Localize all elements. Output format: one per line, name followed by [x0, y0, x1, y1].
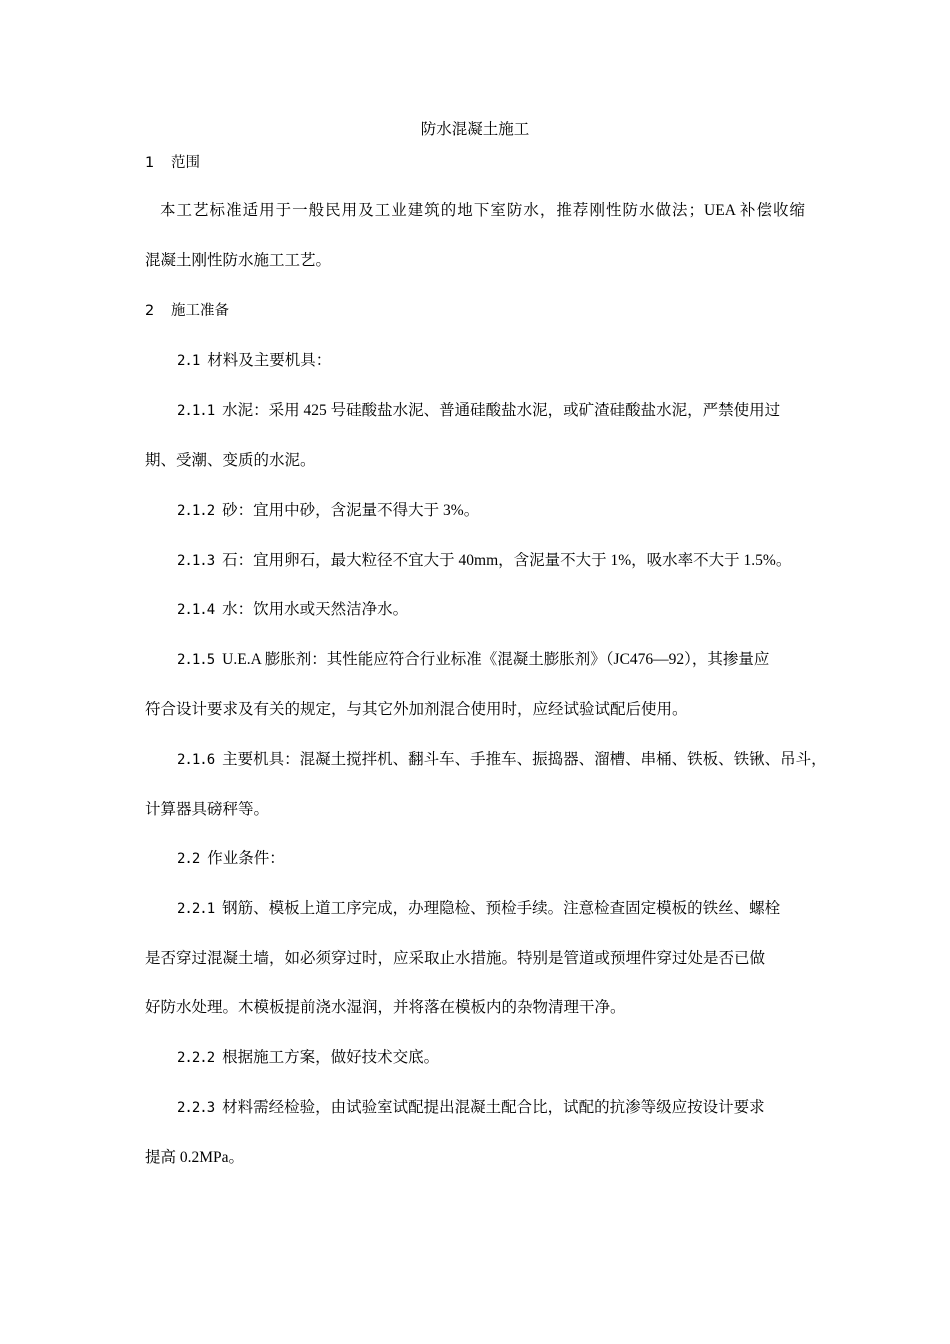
- item-continuation: 好防水处理。木模板提前浇水湿润，并将落在模板内的杂物清理干净。: [145, 999, 626, 1016]
- item-number: 2.1.3: [177, 553, 215, 569]
- item-number: 2.1: [177, 353, 200, 369]
- item-continuation: 期、受潮、变质的水泥。: [145, 452, 316, 469]
- item-text: 根据施工方案，做好技术交底。: [222, 1049, 440, 1066]
- section-number: 1: [145, 155, 155, 171]
- item-text: 材料及主要机具：: [207, 352, 332, 369]
- item-continuation: 符合设计要求及有关的规定，与其它外加剂混合使用时，应经试验试配后使用。: [145, 701, 688, 718]
- item-continuation: 提高 0.2MPa。: [145, 1149, 245, 1166]
- item-2-1-5: [177, 650, 769, 670]
- subsection-2-2: [177, 849, 285, 869]
- document-title: 防水混凝土施工: [420, 121, 530, 138]
- item-number: 2.1.4: [177, 602, 215, 618]
- section-title: 范围: [171, 155, 200, 171]
- item-text: 水泥：采用 425 号硅酸盐水泥、普通硅酸盐水泥，或矿渣硅酸盐水泥，严禁使用过: [222, 402, 781, 419]
- subsection-2-1: [177, 351, 331, 371]
- item-2-2-2: [177, 1048, 439, 1068]
- item-2-1-3: [177, 551, 791, 571]
- item-number: 2.2: [177, 851, 200, 867]
- item-text: 材料需经检验，由试验室试配提出混凝土配合比，试配的抗渗等级应按设计要求: [222, 1099, 765, 1116]
- section-number: 2: [145, 303, 155, 319]
- item-text: U.E.A 膨胀剂：其性能应符合行业标准《混凝土膨胀剂》（JC476—92），其掺量应: [222, 651, 770, 668]
- item-text: 主要机具：混凝土搅拌机、翻斗车、手推车、振捣器、溜槽、串桶、铁板、铁锹、吊斗，: [222, 751, 827, 768]
- item-text: 水：饮用水或天然洁净水。: [222, 601, 409, 618]
- item-number: 2.1.6: [177, 752, 215, 768]
- item-2-1-1: [177, 401, 780, 421]
- item-text: 砂：宜用中砂，含泥量不得大于 3%。: [222, 502, 480, 519]
- item-number: 2.1.5: [177, 652, 215, 668]
- item-2-1-6: [177, 750, 827, 770]
- item-2-1-4: [177, 600, 408, 620]
- item-2-2-1: [177, 899, 780, 919]
- section-heading-2: [145, 301, 229, 321]
- item-number: 2.2.2: [177, 1050, 215, 1066]
- item-continuation: 计算器具磅秤等。: [145, 801, 270, 818]
- item-text: 作业条件：: [207, 850, 285, 867]
- item-number: 2.2.3: [177, 1100, 215, 1116]
- item-continuation: 是否穿过混凝土墙，如必须穿过时，应采取止水措施。特别是管道或预埋件穿过处是否已做: [145, 950, 766, 967]
- section-heading-1: [145, 153, 200, 173]
- item-number: 2.1.1: [177, 403, 215, 419]
- paragraph-line: 本工艺标准适用于一般民用及工业建筑的地下室防水，推荐刚性防水做法；UEA 补偿收缩: [160, 202, 805, 219]
- item-text: 钢筋、模板上道工序完成，办理隐检、预检手续。注意检查固定模板的铁丝、螺栓: [222, 900, 781, 917]
- item-2-2-3: [177, 1098, 765, 1118]
- section-title: 施工准备: [171, 303, 229, 319]
- item-text: 石：宜用卵石，最大粒径不宜大于 40mm，含泥量不大于 1%，吸水率不大于 1.5%。: [222, 552, 792, 569]
- item-number: 2.1.2: [177, 503, 215, 519]
- item-number: 2.2.1: [177, 901, 215, 917]
- paragraph-line: 混凝土刚性防水施工工艺。: [145, 252, 332, 269]
- item-2-1-2: [177, 501, 479, 521]
